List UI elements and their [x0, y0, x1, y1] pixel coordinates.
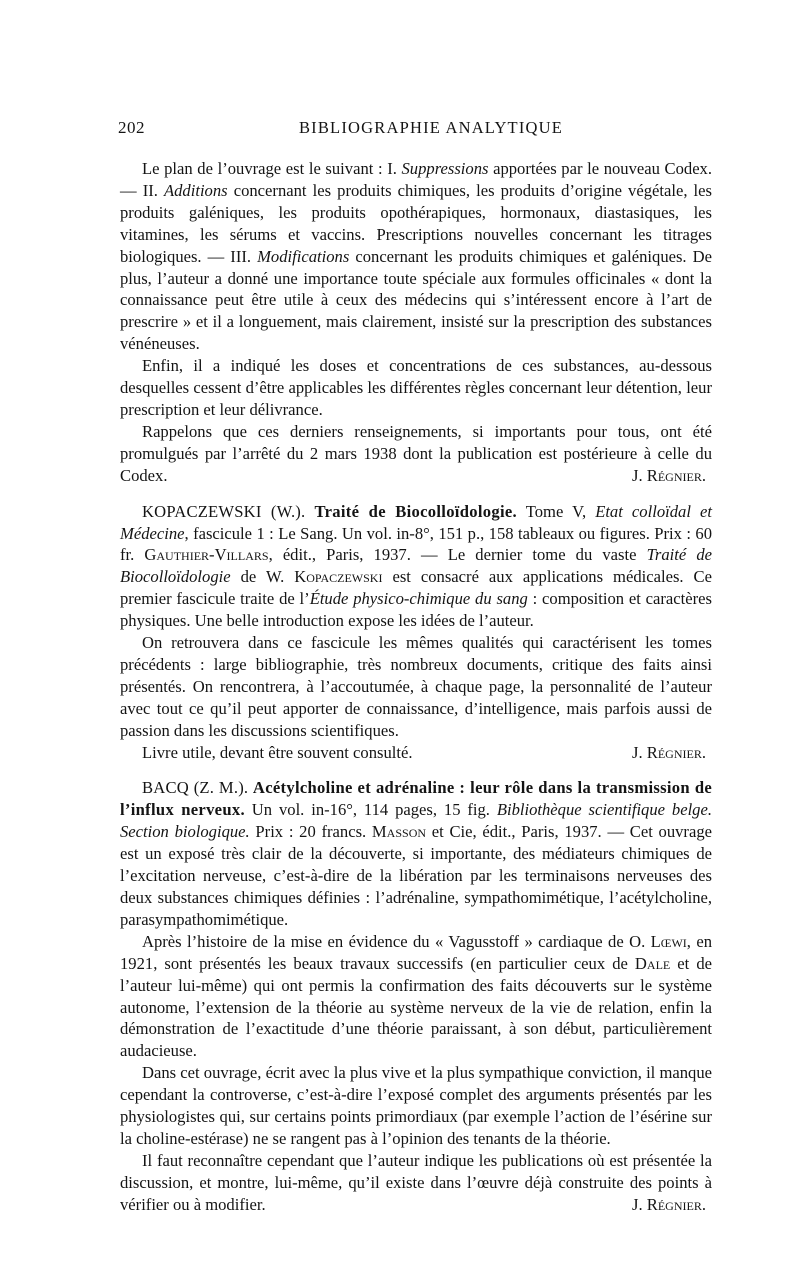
review-kopaczewski	[120, 501, 712, 764]
reviewer-signature: J. Régnier.	[632, 465, 706, 485]
review-heading-paragraph: BACQ (Z. M.). Acétylcholine et adrénaline : leur rôle dans la transmission de l’influx nerveux. Un vol. in-16°, 114 pages, 15 fig. Bibliothèque scientifique belge. Section biologique. Prix : 20 francs. Masson et Cie, édit., Paris, 1937. — Cet ouvrage est un exposé très clair de la découverte, si importante, des médiateurs chimiques de l’excitation nerveuse, c’est-à-dire de la libération par les terminaisons nerveuses des deux substances chimiques définies : l’adrénaline, sympathomimétique, l’acétylcholine, parasympathomimétique.	[120, 778, 713, 929]
running-head	[120, 118, 712, 144]
reviewer-signature: J. Régnier.	[632, 742, 706, 762]
review-paragraph: Après l’histoire de la mise en évidence du « Vagusstoff » cardiaque de O. Lœwi, en 1921, sont présentés les beaux travaux successifs (en particulier ceux de Dale et de l’auteur lui-même) qui ont permis la confirmation des faits découverts sur le système autonome, l’extension de la théorie au système nerveux de la vie de relation, enfin la démonstration de l’exactitude d’une théorie paraissant, à son début, particulièrement audacieuse.	[120, 931, 712, 1061]
review-paragraph: Livre utile, devant être souvent consulté. J. Régnier.	[142, 742, 706, 762]
review-paragraph: On retrouvera dans ce fascicule les mêmes qualités qui caractérisent les tomes précédents : large bibliographie, très nombreux documents, critique des faits ainsi présentés. On rencontrera, à l’accoutumée, à chaque page, la personnalité de l’auteur avec tout ce qu’il peut apporter de connaissance, d’intelligence, mais parfois aussi de passion dans les discussions scientifiques.	[120, 633, 712, 740]
review-paragraph: Enfin, il a indiqué les doses et concentrations de ces substances, au-dessous desquelles cessent d’être applicables les différentes règles concernant leur détention, leur prescription et leur délivrance.	[120, 356, 712, 419]
running-title: BIBLIOGRAPHIE ANALYTIQUE	[298, 118, 564, 137]
publisher-name: Gauthier-Villars	[144, 545, 269, 565]
reviewer-signature: J. Régnier.	[632, 1194, 706, 1214]
page-number: 202	[118, 118, 145, 137]
book-title: Traité de Biocolloïdologie.	[314, 501, 517, 521]
review-heading-paragraph: KOPACZEWSKI (W.). Traité de Biocolloïdologie. Tome V, Etat colloïdal et Médecine, fascicule 1 : Le Sang. Un vol. in-8°, 151 p., 158 tableaux ou figures. Prix : 60 fr. Gauthier-Villars, édit., Paris, 1937. — Le dernier tome du vaste Traité de Biocolloïdologie de W. Kopaczewski est consacré aux applications médicales. Ce premier fascicule traite de l’Étude physico-chimique du sang : composition et caractères physiques. Une belle introduction expose les idées de l’auteur.	[120, 501, 713, 631]
review-paragraph: Rappelons que ces derniers renseignements, si importants pour tous, ont été promulgués par l’arrêté du 2 mars 1938 dont la publication est postérieure à celle du Codex. J. Régnier.	[120, 421, 712, 485]
publisher-name: Masson	[371, 822, 427, 842]
review-paragraph: Dans cet ouvrage, écrit avec la plus vive et la plus sympathique conviction, il manque cependant la controverse, c’est-à-dire l’exposé complet des arguments présentés par les physiologistes qui, sur certains points primordiaux (par exemple l’action de l’ésérine sur la choline-estérase) ne se rangent pas à l’opinion des tenants de la théorie.	[120, 1063, 712, 1148]
review-paragraph: Il faut reconnaître cependant que l’auteur indique les publications où est présentée la discussion, et montre, lui-même, qu’il existe dans l’œuvre déjà construite des points à vérifier ou à modifier. J. Régnier.	[120, 1150, 712, 1214]
review-codex	[120, 158, 712, 487]
review-bacq	[120, 777, 712, 1215]
review-paragraph: Le plan de l’ouvrage est le suivant : I. Suppressions apportées par le nouveau Codex. — II. Additions concernant les produits chimiques, les produits d’origine végétale, les produits galéniques, les produits opothérapiques, hormonaux, diastasiques, les vitamines, les sérums et vaccins. Prescriptions nouvelles concernant les titrages biologiques. — III. Modifications concernant les produits chimiques et galéniques. De plus, l’auteur a donné une importance toute spéciale aux formules officinales « dont la connaissance peut être utile à ceux des médecins qui s’intéressent encore à l’art de prescrire » et il a longuement, mais clairement, insisté sur la prescription des substances vénéneuses.	[120, 159, 712, 354]
book-author: BACQ (Z. M.).	[142, 778, 249, 798]
book-author: KOPACZEWSKI (W.).	[142, 501, 306, 521]
book-title: Acétylcholine et adrénaline : leur rôle dans la transmission de l’influx nerveux.	[120, 778, 713, 820]
